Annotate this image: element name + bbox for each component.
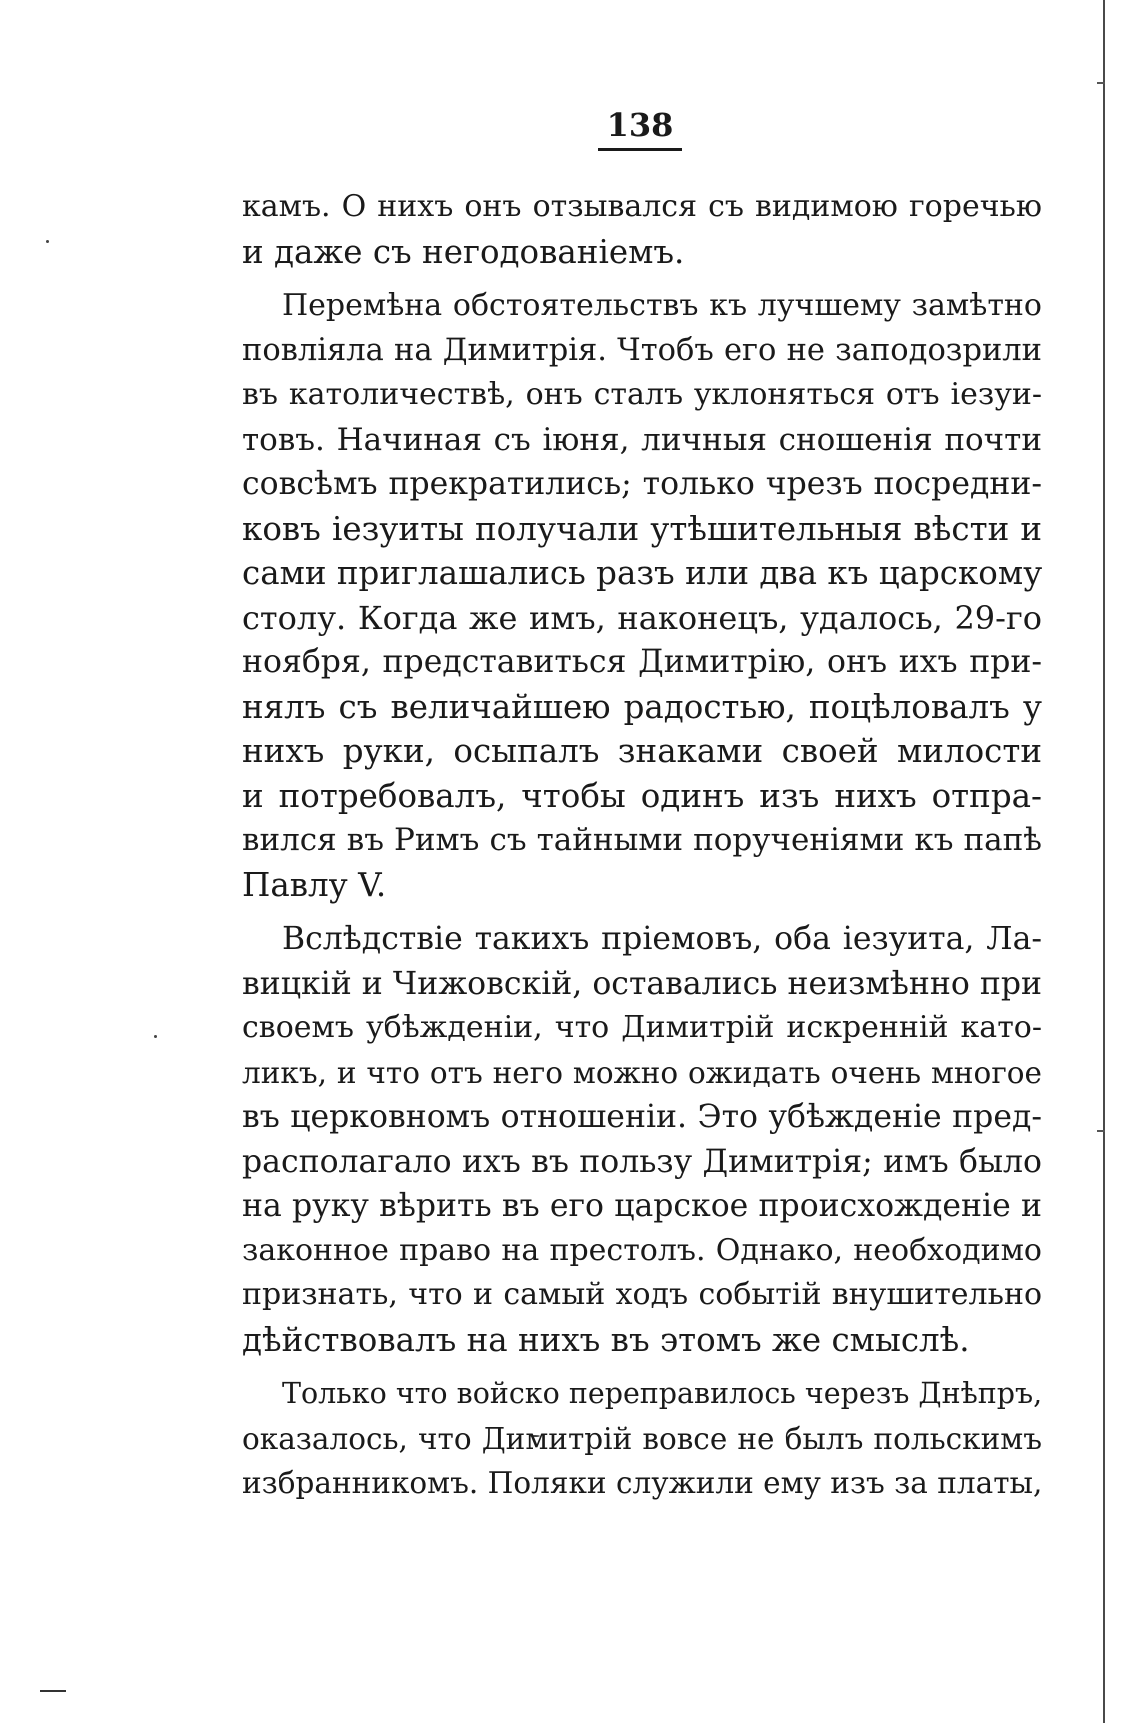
text-line: повліяла на Димитрія. Чтобъ его не заподозрили <box>242 332 1042 368</box>
text-line: ноября, представиться Димитрію, онъ ихъ при- <box>242 644 1042 680</box>
scan-speck <box>154 1035 157 1038</box>
text-line: оказалось, что Димитрій вовсе не былъ польскимъ <box>242 1421 1042 1456</box>
text-line: своемъ убѣжденіи, что Димитрій искренній като- <box>242 1010 1042 1045</box>
text-line: избранникомъ. Поляки служили ему изъ за платы, <box>242 1466 1043 1500</box>
text-line: и потребовалъ, чтобы одинъ изъ нихъ отпра- <box>242 776 1042 815</box>
page-edge-line <box>1103 0 1105 1723</box>
text-line: совсѣмъ прекратились; только чрезъ посредни- <box>242 466 1042 502</box>
paragraph-4 <box>242 1372 1042 1506</box>
text-line: и даже съ негодованіемъ. <box>242 232 685 271</box>
paragraph-2 <box>242 284 1042 907</box>
text-line: ликъ, и что отъ него можно ожидать очень многое <box>242 1055 1042 1090</box>
page-number-rule <box>598 148 682 151</box>
text-line: въ церковномъ отношеніи. Это убѣжденіе пред- <box>242 1099 1042 1135</box>
page-edge-tick <box>1097 82 1105 84</box>
text-line: ковъ іезуиты получали утѣшительныя вѣсти и <box>242 509 1042 548</box>
text-line: законное право на престолъ. Однако, необходимо <box>242 1232 1042 1268</box>
text-line: Вслѣдствіе такихъ пріемовъ, оба іезуита, Ла- <box>282 921 1042 957</box>
text-line: Только что войско переправилось черезъ Днѣпръ, <box>282 1377 1043 1410</box>
text-line: камъ. О нихъ онъ отзывался съ видимою горечью <box>242 189 1042 224</box>
text-line: на руку вѣрить въ его царское происхожденіе и <box>242 1188 1042 1224</box>
text-line: дѣйствовалъ на нихъ въ этомъ же смыслѣ. <box>242 1320 970 1359</box>
text-line: нихъ руки, осыпалъ знаками своей милости <box>242 732 1042 770</box>
body-text <box>242 185 1042 1516</box>
text-line: товъ. Начиная съ іюня, личныя сношенія почти <box>242 421 1042 458</box>
paragraph-3 <box>242 917 1042 1362</box>
text-line: вился въ Римъ съ тайными порученіями къ папѣ <box>242 822 1042 858</box>
text-line: столу. Когда же имъ, наконецъ, удалось, 29-го <box>242 598 1042 637</box>
page-number: 138 <box>606 106 674 144</box>
text-line: Перемѣна обстоятельствъ къ лучшему замѣтно <box>282 288 1042 323</box>
corner-mark <box>40 1690 66 1692</box>
text-line: признать, что и самый ходъ событій внушительно <box>242 1277 1042 1312</box>
page-edge-tick <box>1097 1130 1105 1132</box>
text-line: располагало ихъ въ пользу Димитрія; имъ было <box>242 1143 1042 1180</box>
paragraph-1 <box>242 185 1042 274</box>
text-line: сами приглашались разъ или два къ царскому <box>242 554 1043 592</box>
text-line: въ католичествѣ, онъ сталъ уклоняться отъ іезуи- <box>242 377 1042 412</box>
text-line: нялъ съ величайшею радостью, поцѣловалъ у <box>242 687 1042 726</box>
text-line: Павлу V. <box>242 865 387 904</box>
text-line: вицкій и Чижовскій, оставались неизмѣнно при <box>242 965 1042 1002</box>
scan-speck <box>46 240 49 243</box>
